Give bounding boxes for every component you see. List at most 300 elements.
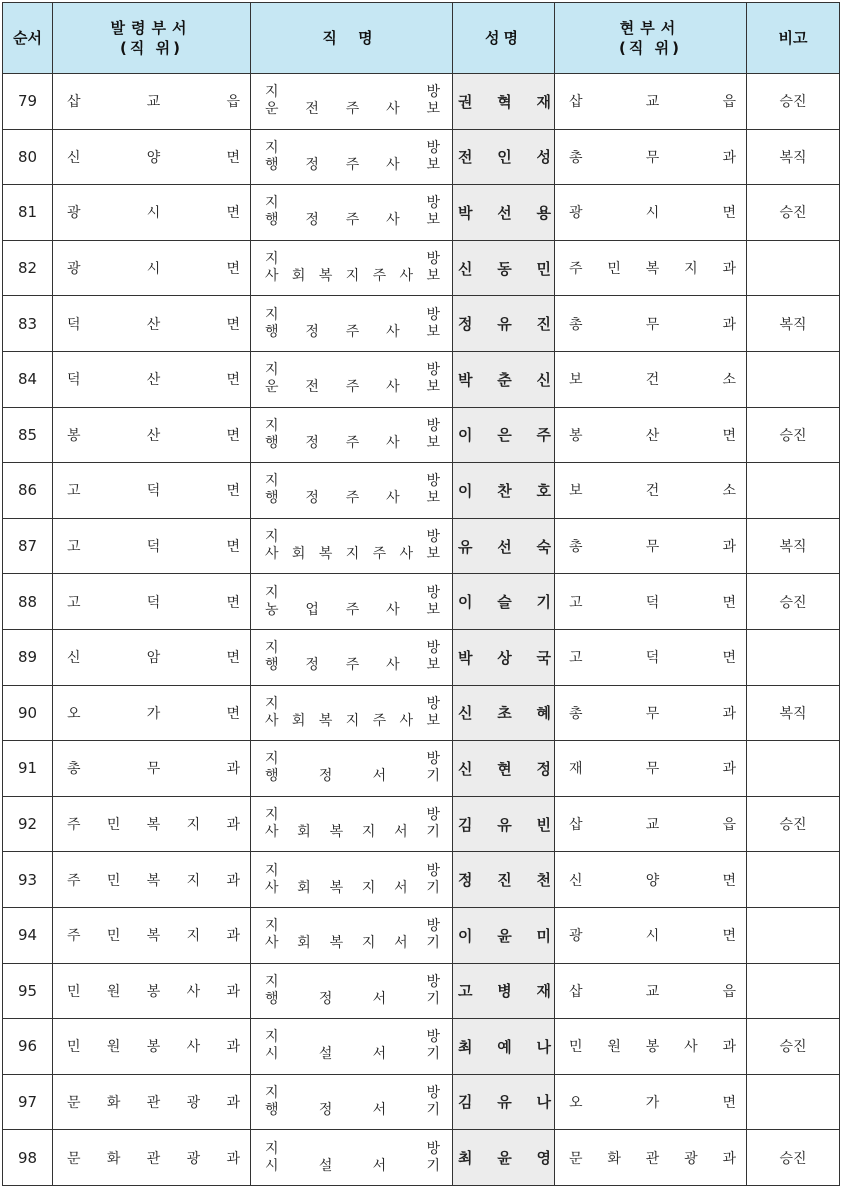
char: 행 <box>265 990 279 1007</box>
title-cell <box>251 518 453 574</box>
title-cell <box>251 296 453 352</box>
char: 지 <box>265 306 279 323</box>
char: 보 <box>426 268 440 285</box>
char: 면 <box>722 1094 736 1111</box>
char: 사 <box>386 657 400 674</box>
char: 오 <box>67 705 81 722</box>
char: 광 <box>569 205 583 222</box>
char: 진 <box>497 871 512 890</box>
char: 이 <box>458 926 473 945</box>
char: 서 <box>372 990 387 1007</box>
name-text <box>453 480 554 501</box>
char: 보 <box>426 601 440 618</box>
name-text <box>453 980 554 1001</box>
char: 과 <box>722 1150 736 1167</box>
char: 숙 <box>536 537 551 556</box>
char: 정 <box>305 490 319 507</box>
char: 보 <box>426 490 440 507</box>
char: 삽 <box>569 817 583 834</box>
char: 복 <box>329 824 344 841</box>
char: 전 <box>305 379 319 396</box>
from-dept-cell <box>53 240 251 296</box>
note-cell: 복직 <box>747 129 840 185</box>
char: 기 <box>426 768 440 785</box>
from-dept-text <box>53 703 250 723</box>
char: 사 <box>399 268 414 285</box>
char: 과 <box>722 149 736 166</box>
char: 가 <box>146 705 161 722</box>
char: 방 <box>426 807 440 824</box>
from-dept-cell <box>53 1074 251 1130</box>
char: 정 <box>318 1101 333 1118</box>
char: 지 <box>361 824 376 841</box>
char: 면 <box>722 928 736 945</box>
from-dept-text <box>53 91 250 111</box>
col-header-seq: 순서 <box>3 3 53 74</box>
char: 과 <box>722 761 736 778</box>
char: 화 <box>106 1150 121 1167</box>
table-row <box>3 129 840 185</box>
char: 성 <box>536 148 551 167</box>
char: 민 <box>106 928 121 945</box>
table-row <box>3 296 840 352</box>
char: 이 <box>458 426 473 445</box>
title-cell <box>251 1019 453 1075</box>
name-text <box>453 591 554 612</box>
char: 국 <box>536 648 551 667</box>
note-cell: 승진 <box>747 1019 840 1075</box>
title-line-2 <box>265 1102 440 1119</box>
cur-dept-text <box>555 870 746 890</box>
note-cell <box>747 852 840 908</box>
title-line-2 <box>265 212 440 229</box>
char: 관 <box>146 1150 161 1167</box>
cur-dept-text <box>555 1148 746 1168</box>
title-line-2 <box>265 768 440 785</box>
from-dept-text <box>53 981 250 1001</box>
table-row <box>3 351 840 407</box>
from-dept-text <box>53 1148 250 1168</box>
from-dept-cell <box>53 629 251 685</box>
char: 방 <box>426 1140 440 1157</box>
char: 보 <box>569 483 583 500</box>
char: 상 <box>497 648 512 667</box>
char: 혜 <box>536 704 551 723</box>
char: 원 <box>106 1039 121 1056</box>
name-cell <box>453 185 555 241</box>
name-cell <box>453 296 555 352</box>
char: 면 <box>226 316 240 333</box>
title-line-2 <box>265 101 440 118</box>
char: 면 <box>226 149 240 166</box>
char: 회 <box>297 824 311 841</box>
col-header-name: 성명 <box>453 3 555 74</box>
from-dept-cell <box>53 518 251 574</box>
title-line-1 <box>265 362 440 379</box>
char: 기 <box>426 879 440 896</box>
col-header-title: 직 명 <box>251 3 453 74</box>
title-line-1 <box>265 585 440 602</box>
char: 복 <box>318 546 333 563</box>
char: 문 <box>67 1150 81 1167</box>
col-header-note: 비고 <box>747 3 840 74</box>
from-dept-cell <box>53 129 251 185</box>
seq-cell: 81 <box>3 185 53 241</box>
seq-cell: 84 <box>3 351 53 407</box>
char: 지 <box>265 1084 279 1101</box>
name-text <box>453 536 554 557</box>
char: 농 <box>265 601 279 618</box>
char: 전 <box>458 148 473 167</box>
char: 고 <box>458 982 473 1001</box>
char: 방 <box>426 640 440 657</box>
char: 신 <box>458 259 473 278</box>
char: 면 <box>226 261 240 278</box>
char: 방 <box>426 139 440 156</box>
char: 소 <box>722 483 736 500</box>
seq-cell: 86 <box>3 463 53 519</box>
char: 지 <box>265 862 279 879</box>
table-row <box>3 1074 840 1130</box>
char: 윤 <box>497 1149 512 1168</box>
char: 양 <box>645 872 660 889</box>
char: 사 <box>386 323 400 340</box>
char: 지 <box>265 251 279 268</box>
cur-dept-text <box>555 369 746 389</box>
char: 사 <box>386 490 400 507</box>
char: 보 <box>426 101 440 118</box>
char: 서 <box>372 768 387 785</box>
char: 유 <box>458 537 473 556</box>
char: 방 <box>426 84 440 101</box>
note-cell: 승진 <box>747 796 840 852</box>
char: 방 <box>426 473 440 490</box>
char: 인 <box>497 148 512 167</box>
char: 기 <box>426 824 440 841</box>
char: 사 <box>684 1039 698 1056</box>
table-row <box>3 852 840 908</box>
char: 민 <box>67 1039 81 1056</box>
char: 면 <box>226 427 240 444</box>
char: 오 <box>569 1094 583 1111</box>
name-cell <box>453 963 555 1019</box>
cur-dept-cell <box>555 685 747 741</box>
char: 관 <box>146 1094 161 1111</box>
from-dept-cell <box>53 74 251 130</box>
from-dept-text <box>53 258 250 278</box>
char: 신 <box>458 704 473 723</box>
char: 재 <box>569 761 583 778</box>
char: 신 <box>569 872 583 889</box>
char: 천 <box>536 871 551 890</box>
name-text <box>453 1147 554 1168</box>
char: 지 <box>361 879 376 896</box>
title-line-1 <box>265 696 440 713</box>
char: 주 <box>345 156 360 173</box>
from-dept-text <box>53 202 250 222</box>
seq-cell: 96 <box>3 1019 53 1075</box>
name-text <box>453 647 554 668</box>
cur-dept-text <box>555 981 746 1001</box>
from-dept-text <box>53 147 250 167</box>
from-dept-text <box>53 369 250 389</box>
char: 고 <box>67 594 81 611</box>
char: 원 <box>106 983 121 1000</box>
char: 영 <box>536 1149 551 1168</box>
cur-dept-cell <box>555 185 747 241</box>
title-line-2 <box>265 435 440 452</box>
cur-dept-cell <box>555 1074 747 1130</box>
char: 회 <box>291 712 306 729</box>
char: 과 <box>226 983 240 1000</box>
char: 민 <box>67 983 81 1000</box>
cur-dept-cell <box>555 963 747 1019</box>
cur-dept-text <box>555 925 746 945</box>
char: 용 <box>536 203 551 222</box>
name-cell <box>453 629 555 685</box>
cur-dept-cell <box>555 351 747 407</box>
char: 무 <box>645 761 660 778</box>
char: 복 <box>645 261 660 278</box>
char: 읍 <box>722 817 736 834</box>
char: 설 <box>318 1046 333 1063</box>
name-text <box>453 925 554 946</box>
char: 지 <box>186 928 201 945</box>
char: 정 <box>305 657 319 674</box>
from-dept-text <box>53 425 250 445</box>
from-dept-cell <box>53 463 251 519</box>
name-text <box>453 313 554 334</box>
char: 나 <box>536 1037 551 1056</box>
char: 기 <box>426 1157 440 1174</box>
char: 복 <box>329 879 344 896</box>
char: 정 <box>458 871 473 890</box>
char: 사 <box>399 546 414 563</box>
from-dept-cell <box>53 741 251 797</box>
title-line-2 <box>265 379 440 396</box>
char: 나 <box>536 1093 551 1112</box>
cur-dept-text <box>555 147 746 167</box>
char: 민 <box>536 259 551 278</box>
char: 주 <box>345 323 360 340</box>
char: 방 <box>426 862 440 879</box>
char: 면 <box>226 594 240 611</box>
char: 지 <box>345 546 360 563</box>
char: 방 <box>426 973 440 990</box>
char: 주 <box>345 379 360 396</box>
from-dept-cell <box>53 852 251 908</box>
name-text <box>453 258 554 279</box>
char: 산 <box>146 372 161 389</box>
char: 동 <box>497 259 512 278</box>
char: 방 <box>426 306 440 323</box>
char: 총 <box>67 761 81 778</box>
note-cell: 승진 <box>747 1130 840 1186</box>
from-dept-text <box>53 480 250 500</box>
char: 사 <box>265 712 279 729</box>
char: 서 <box>372 1157 387 1174</box>
char: 박 <box>458 648 473 667</box>
title-line-2 <box>265 1158 440 1175</box>
char: 회 <box>291 546 306 563</box>
char: 광 <box>569 928 583 945</box>
char: 유 <box>497 1093 512 1112</box>
col-header-cur-dept: 현부서 (직 위) <box>555 3 747 74</box>
char: 주 <box>67 872 81 889</box>
cur-dept-cell <box>555 129 747 185</box>
char: 면 <box>722 872 736 889</box>
title-line-1 <box>265 251 440 268</box>
seq-cell: 90 <box>3 685 53 741</box>
char: 주 <box>372 546 387 563</box>
char: 슬 <box>497 593 512 612</box>
cur-dept-text <box>555 480 746 500</box>
note-cell <box>747 629 840 685</box>
char: 유 <box>497 315 512 334</box>
from-dept-text <box>53 925 250 945</box>
char: 복 <box>146 928 161 945</box>
from-dept-cell <box>53 1130 251 1186</box>
char: 봉 <box>569 427 583 444</box>
title-cell <box>251 407 453 463</box>
char: 주 <box>345 212 360 229</box>
name-cell <box>453 852 555 908</box>
char: 현 <box>497 759 512 778</box>
char: 산 <box>146 316 161 333</box>
char: 방 <box>426 529 440 546</box>
char: 신 <box>67 650 81 667</box>
char: 전 <box>305 101 319 118</box>
note-cell: 승진 <box>747 574 840 630</box>
char: 삽 <box>569 94 583 111</box>
name-text <box>453 758 554 779</box>
char: 과 <box>722 316 736 333</box>
char: 암 <box>146 650 161 667</box>
char: 사 <box>186 983 201 1000</box>
char: 정 <box>305 323 319 340</box>
note-cell: 복직 <box>747 296 840 352</box>
char: 이 <box>458 593 473 612</box>
char: 면 <box>722 650 736 667</box>
char: 민 <box>607 261 621 278</box>
char: 혁 <box>497 92 512 111</box>
title-line-2 <box>265 935 440 952</box>
note-cell: 복직 <box>747 685 840 741</box>
char: 운 <box>265 101 279 118</box>
char: 업 <box>305 601 319 618</box>
note-cell <box>747 463 840 519</box>
table-row <box>3 685 840 741</box>
note-cell: 승진 <box>747 74 840 130</box>
char: 복 <box>329 935 344 952</box>
table-row <box>3 74 840 130</box>
cur-dept-cell <box>555 741 747 797</box>
char: 복 <box>146 817 161 834</box>
name-text <box>453 424 554 445</box>
char: 사 <box>386 101 400 118</box>
char: 선 <box>497 203 512 222</box>
title-cell <box>251 240 453 296</box>
char: 재 <box>536 982 551 1001</box>
title-line-1 <box>265 307 440 324</box>
title-cell <box>251 1074 453 1130</box>
char: 박 <box>458 370 473 389</box>
char: 소 <box>722 372 736 389</box>
char: 주 <box>67 928 81 945</box>
title-line-2 <box>265 157 440 174</box>
char: 읍 <box>722 983 736 1000</box>
char: 기 <box>536 593 551 612</box>
char: 과 <box>226 817 240 834</box>
from-dept-text <box>53 1036 250 1056</box>
char: 유 <box>497 815 512 834</box>
cur-dept-cell <box>555 296 747 352</box>
char: 행 <box>265 323 279 340</box>
from-dept-cell <box>53 963 251 1019</box>
name-cell <box>453 74 555 130</box>
char: 정 <box>305 156 319 173</box>
char: 광 <box>67 205 81 222</box>
cur-dept-cell <box>555 240 747 296</box>
char: 방 <box>426 1029 440 1046</box>
cur-dept-text <box>555 425 746 445</box>
title-cell <box>251 796 453 852</box>
char: 지 <box>265 807 279 824</box>
from-dept-text <box>53 814 250 834</box>
cur-dept-text <box>555 258 746 278</box>
char: 회 <box>291 268 306 285</box>
char: 덕 <box>645 650 660 667</box>
char: 기 <box>426 1101 440 1118</box>
char: 광 <box>684 1150 698 1167</box>
table-row <box>3 574 840 630</box>
char: 권 <box>458 92 473 111</box>
cur-dept-text <box>555 314 746 334</box>
char: 회 <box>297 879 311 896</box>
char: 과 <box>226 761 240 778</box>
char: 과 <box>226 928 240 945</box>
char: 사 <box>386 601 400 618</box>
char: 교 <box>645 817 660 834</box>
char: 은 <box>497 426 512 445</box>
char: 고 <box>569 594 583 611</box>
char: 무 <box>645 705 660 722</box>
char: 지 <box>345 268 360 285</box>
char: 문 <box>569 1150 583 1167</box>
name-cell <box>453 1130 555 1186</box>
char: 정 <box>305 212 319 229</box>
char: 사 <box>265 546 279 563</box>
char: 서 <box>372 1046 387 1063</box>
from-dept-cell <box>53 574 251 630</box>
note-cell <box>747 240 840 296</box>
char: 산 <box>645 427 660 444</box>
char: 덕 <box>146 539 161 556</box>
cur-dept-cell <box>555 1019 747 1075</box>
title-cell <box>251 463 453 519</box>
char: 과 <box>722 705 736 722</box>
title-line-2 <box>265 1046 440 1063</box>
char: 읍 <box>226 94 240 111</box>
cur-dept-text <box>555 703 746 723</box>
cur-dept-text <box>555 814 746 834</box>
char: 교 <box>645 94 660 111</box>
table-body <box>3 74 840 1186</box>
cur-dept-text <box>555 202 746 222</box>
name-text <box>453 91 554 112</box>
name-cell <box>453 907 555 963</box>
char: 광 <box>67 261 81 278</box>
